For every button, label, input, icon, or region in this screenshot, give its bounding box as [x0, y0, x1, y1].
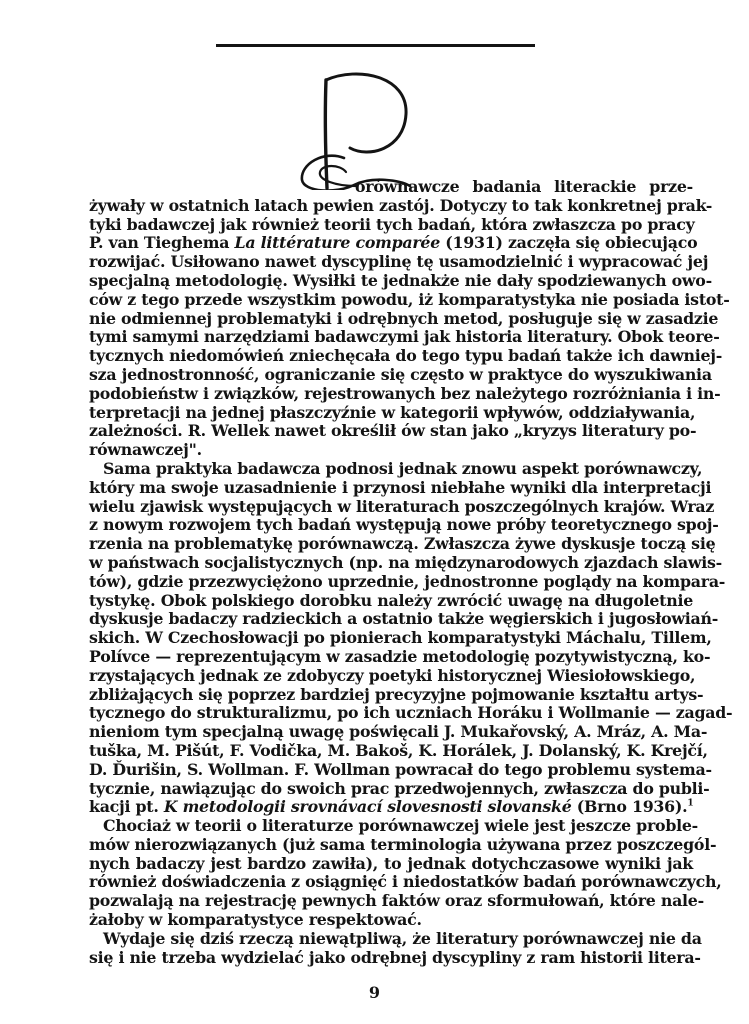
- text-line: nieniom tym specjalną uwagę poświęcali J. Mukařovský, A. Mráz, A. Ma-: [89, 722, 708, 742]
- paragraph: [89, 928, 702, 968]
- paragraph: [89, 816, 722, 930]
- text-line: mów nierozwiązanych (już sama terminologia używana przez poszczegól-: [89, 834, 717, 854]
- text-line: równawczej".: [89, 440, 202, 460]
- text-line: sza jednostronność, ograniczanie się często w praktyce do wyszukiwania: [89, 364, 712, 384]
- paragraph: [89, 458, 733, 817]
- text-line: rzenia na problematykę porównawczą. Zwłaszcza żywe dyskusje toczą się: [89, 534, 716, 554]
- text-line: który ma swoje uzasadnienie i przynosi niebłahe wyniki dla interpretacji: [89, 477, 712, 497]
- text-line: orównawcze badania literackie prze-: [355, 177, 693, 196]
- text-line: zależności. R. Wellek nawet określił ów stan jako „kryzys literatury po-: [89, 421, 697, 441]
- text-line: ców z tego przede wszystkim powodu, iż komparatystyka nie posiada istot-: [89, 289, 730, 309]
- text-line: podobieństw i związków, rejestrowanych bez należytego rozróżniania i in-: [89, 383, 721, 403]
- text-line: tycznie, nawiązując do swoich prac przedwojennych, zwłaszcza do publi-: [89, 778, 710, 798]
- text-line: terpretacji na jednej płaszczyźnie w kategorii wpływów, oddziaływania,: [89, 402, 696, 422]
- text-line: [89, 798, 693, 817]
- text-line: żywały w ostatnich latach pewien zastój. Dotyczy to tak konkretnej prak-: [89, 195, 713, 215]
- text-line: żałoby w komparatystyce respektować.: [89, 910, 422, 930]
- text-line: [89, 233, 698, 253]
- paragraph: [89, 177, 730, 460]
- text-line: zbliżających się poprzez bardziej precyzyjne pojmowanie kształtu artys-: [89, 684, 704, 704]
- text-line: skich. W Czechosłowacji po pionierach komparatystyki Máchalu, Tillem,: [89, 628, 712, 648]
- text-line: tyki badawczej jak również teorii tych badań, która zwłaszcza po pracy: [89, 214, 695, 234]
- text-line: specjalną metodologię. Wysiłki te jednakże nie dały spodziewanych owo-: [89, 270, 712, 290]
- text-run: kacji pt.: [89, 797, 164, 817]
- italic-title: K metodologii srovnávací slovesnosti slovanské: [163, 797, 572, 817]
- text-line: Polívce — reprezentującym w zasadzie metodologię pozytywistyczną, ko-: [89, 646, 711, 666]
- text-line: pozwalają na rejestrację pewnych faktów oraz sformułowań, które nale-: [89, 891, 704, 911]
- text-line: tystykę. Obok polskiego dorobku należy zwrócić uwagę na długoletnie: [89, 590, 693, 610]
- text-line: Wydaje się dziś rzeczą niewątpliwą, że literatury porównawczej nie da: [103, 928, 702, 948]
- text-line: rzystających jednak ze zdobyczy poetyki historycznej Wiesiołowskiego,: [89, 665, 696, 685]
- text-run: P. van Tieghema: [89, 233, 235, 253]
- italic-title: La littérature comparée: [234, 233, 441, 253]
- body-text: [89, 177, 733, 967]
- text-line: tów), gdzie przezwyciężono uprzednie, jednostronne poglądy na kompara-: [89, 571, 726, 591]
- text-line: nie odmiennej problematyki i odrębnych metod, posługuje się w zasadzie: [89, 308, 719, 328]
- text-line: tuška, M. Pišút, F. Vodička, M. Bakoš, K. Horálek, J. Dolanský, K. Krejčí,: [89, 740, 708, 760]
- text-run: (Brno 1936).: [571, 797, 688, 817]
- text-line: rozwijać. Usiłowano nawet dyscyplinę tę usamodzielnić i wypracować jej: [89, 252, 709, 272]
- text-line: również doświadczenia z osiągnięć i niedostatków badań porównawczych,: [89, 872, 722, 892]
- text-line: tycznego do strukturalizmu, po ich uczniach Horáku i Wollmanie — zagad-: [89, 703, 733, 723]
- text-line: dyskusje badaczy radzieckich a ostatnio także węgierskich i jugosłowiań-: [89, 609, 719, 629]
- top-rule: [216, 44, 535, 47]
- text-line: się i nie trzeba wydzielać jako odrębnej dyscypliny z ram historii litera-: [89, 947, 701, 967]
- text-run: (1931) zaczęła się obiecująco: [440, 233, 698, 253]
- text-line: wielu zjawisk występujących w literaturach poszczególnych krajów. Wraz: [89, 496, 715, 516]
- footnote-marker[interactable]: 1: [687, 799, 694, 810]
- text-line: Sama praktyka badawcza podnosi jednak znowu aspekt porównawczy,: [103, 458, 703, 478]
- text-line: z nowym rozwojem tych badań występują nowe próby teoretycznego spoj-: [89, 515, 719, 535]
- text-line: nych badaczy jest bardzo zawiła), to jednak dotychczasowe wyniki jak: [89, 853, 693, 873]
- page-number: 9: [368, 983, 381, 1002]
- text-line: tymi samymi narzędziami badawczymi jak historia literatury. Obok teore-: [89, 327, 720, 347]
- text-line: w państwach socjalistycznych (np. na międzynarodowych zjazdach slawis-: [89, 552, 722, 572]
- text-line: Chociaż w teorii o literaturze porównawczej wiele jest jeszcze proble-: [103, 816, 698, 836]
- drop-cap-p: [296, 62, 412, 190]
- text-line: tycznych niedomówień zniechęcała do tego typu badań także ich dawniej-: [89, 346, 723, 366]
- text-line: D. Ďurišin, S. Wollman. F. Wollman powracał do tego problemu systema-: [89, 759, 712, 779]
